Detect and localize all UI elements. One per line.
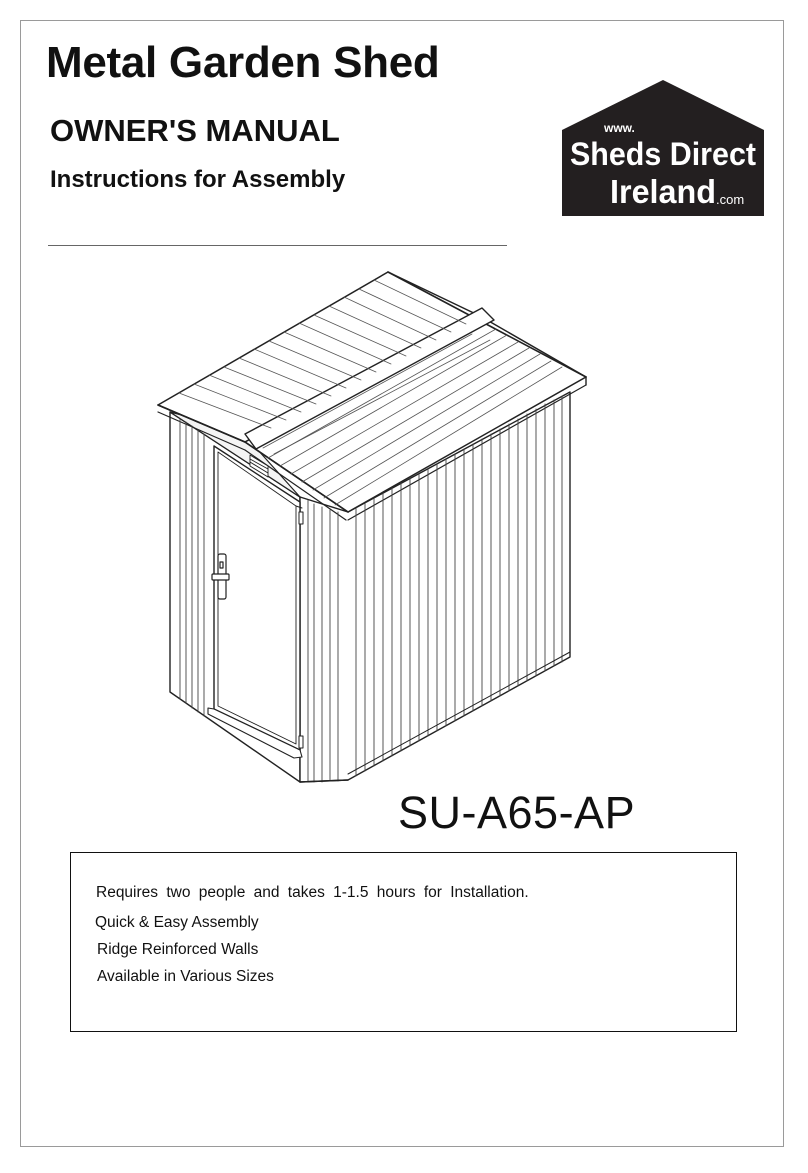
house-logo-icon	[562, 80, 764, 216]
feature-reinforced-walls: Ridge Reinforced Walls	[97, 941, 259, 958]
logo-tld: .com	[716, 192, 745, 207]
owners-manual-heading: OWNER'S MANUAL	[50, 113, 340, 148]
header-divider	[48, 245, 507, 246]
shed-illustration	[150, 262, 600, 792]
logo-brand-line2: Ireland	[610, 173, 716, 210]
document-title: Metal Garden Shed	[46, 38, 440, 87]
metal-shed-icon	[150, 262, 600, 792]
model-number: SU-A65-AP	[398, 787, 636, 838]
assembly-instructions-heading: Instructions for Assembly	[50, 166, 346, 193]
brand-logo	[562, 80, 764, 216]
logo-brand-line1: Sheds Direct	[570, 136, 757, 172]
logo-www: www.	[604, 121, 635, 135]
feature-easy-assembly: Quick & Easy Assembly	[95, 914, 259, 931]
feature-various-sizes: Available in Various Sizes	[97, 968, 274, 985]
features-box	[70, 852, 737, 1032]
feature-installation-time: Requires two people and takes 1-1.5 hours for Installation.	[96, 884, 529, 901]
